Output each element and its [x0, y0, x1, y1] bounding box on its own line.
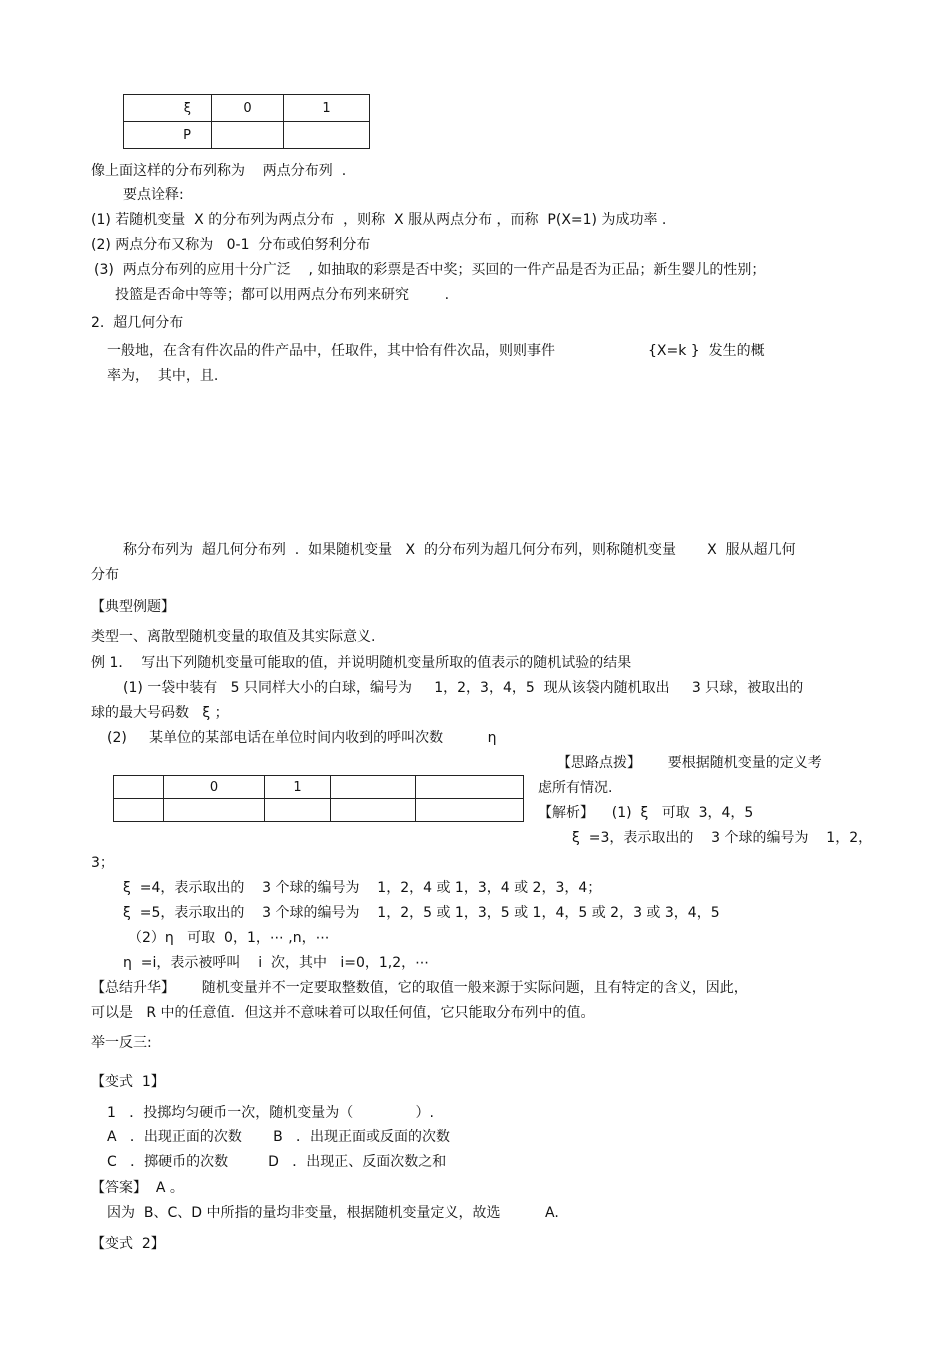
text-line: 分布	[91, 567, 119, 583]
text-line: ξ =3，表示取出的 3 个球的编号为 1，2，	[572, 830, 873, 846]
text-line: 球的最大号码数 ξ ；	[91, 705, 229, 721]
table-cell	[114, 799, 164, 822]
text-line: 【思路点拨】 要根据随机变量的定义考	[557, 755, 822, 771]
text-line: 一般地，在含有件次品的件产品中，任取件，其中恰有件次品，则则事件	[107, 343, 555, 359]
text-line: 虑所有情况.	[538, 780, 613, 796]
text-line: 称分布列为 超几何分布列 . 如果随机变量 X 的分布列为超几何分布列，则称随机变量 X 服从超几何	[123, 542, 796, 558]
table-cell: P	[124, 122, 212, 149]
table-cell: 0	[212, 95, 284, 122]
text-line: C ．掷硬币的次数 D ．出现正、反面次数之和	[107, 1154, 447, 1170]
table-cell	[265, 799, 331, 822]
text-line: η =i，表示被呼叫 i 次，其中 i=0，1,2，⋯	[123, 955, 430, 971]
text-line: 像上面这样的分布列称为 两点分布列 .	[91, 163, 347, 179]
text-line: 类型一、离散型随机变量的取值及其实际意义.	[91, 629, 376, 645]
text-line: (1) 一袋中装有 5 只同样大小的白球，编号为 1，2，3，4，5 现从该袋内随机取出 3 只球，被取出的	[123, 680, 804, 696]
text-line: A ．出现正面的次数 B ．出现正面或反面的次数	[107, 1129, 451, 1145]
text-line: 率为， 其中，且.	[107, 368, 219, 384]
text-line: (2) 某单位的某部电话在单位时间内收到的呼叫次数 η	[107, 730, 497, 746]
section-heading: 2. 超几何分布	[91, 315, 184, 331]
table-cell	[114, 776, 164, 799]
section-heading: 【变式 1】	[91, 1074, 165, 1090]
text-line: （2）η 可取 0，1，⋯ ,n，⋯	[128, 930, 330, 946]
section-heading: 【变式 2】	[91, 1236, 165, 1252]
text-line: 【答案】 A 。	[91, 1180, 184, 1196]
distribution-table	[113, 775, 524, 822]
table-row	[114, 776, 524, 799]
table-row	[124, 95, 370, 122]
table-cell	[416, 799, 524, 822]
text-line: 例 1． 写出下列随机变量可能取的值，并说明随机变量所取的值表示的随机试验的结果	[91, 655, 632, 671]
table-cell: 1	[265, 776, 331, 799]
text-line: (1) 若随机变量 X 的分布列为两点分布 ，则称 X 服从两点分布 ，而称 P(X=1) 为成功率 .	[91, 212, 667, 228]
section-heading: 举一反三:	[91, 1035, 152, 1051]
section-heading: 要点诠释:	[123, 187, 184, 203]
table-row	[114, 799, 524, 822]
text-line: (3) 两点分布列的应用十分广泛 , 如抽取的彩票是否中奖；买回的一件产品是否为正品；新生婴儿的性别；	[94, 262, 766, 278]
text-line: 【解析】 (1) ξ 可取 3，4，5	[538, 805, 754, 821]
table-cell	[212, 122, 284, 149]
text-line: {X=k } 发生的概	[648, 343, 765, 359]
table-cell	[164, 799, 265, 822]
text-line: 3；	[91, 855, 114, 871]
text-line: 1 ．投掷均匀硬币一次，随机变量为（ ）.	[107, 1105, 435, 1121]
table-cell: 0	[164, 776, 265, 799]
two-point-distribution-table	[123, 94, 370, 149]
table-cell	[284, 122, 370, 149]
section-heading: 【典型例题】	[91, 599, 175, 615]
table-cell: 1	[284, 95, 370, 122]
text-line: 【总结升华】 随机变量并不一定要取整数值，它的取值一般来源于实际问题，且有特定的含义，因此，	[91, 980, 748, 996]
table-cell	[331, 799, 416, 822]
table-row	[124, 122, 370, 149]
text-line: (2) 两点分布又称为 0-1 分布或伯努利分布	[91, 237, 371, 253]
table-cell	[331, 776, 416, 799]
text-line: 因为 B、C、D 中所指的量均非变量，根据随机变量定义，故选 A.	[107, 1205, 559, 1221]
text-line: ξ =4，表示取出的 3 个球的编号为 1，2，4 或 1，3，4 或 2，3，4；	[123, 880, 602, 896]
table-cell	[416, 776, 524, 799]
table-cell: ξ	[124, 95, 212, 122]
text-line: 投篮是否命中等等；都可以用两点分布列来研究 .	[115, 287, 450, 303]
text-line: ξ =5，表示取出的 3 个球的编号为 1，2，5 或 1，3，5 或 1，4，5 或 2，3 或 3，4，5	[123, 905, 720, 921]
text-line: 可以是 R 中的任意值．但这并不意味着可以取任何值，它只能取分布列中的值。	[91, 1005, 595, 1021]
